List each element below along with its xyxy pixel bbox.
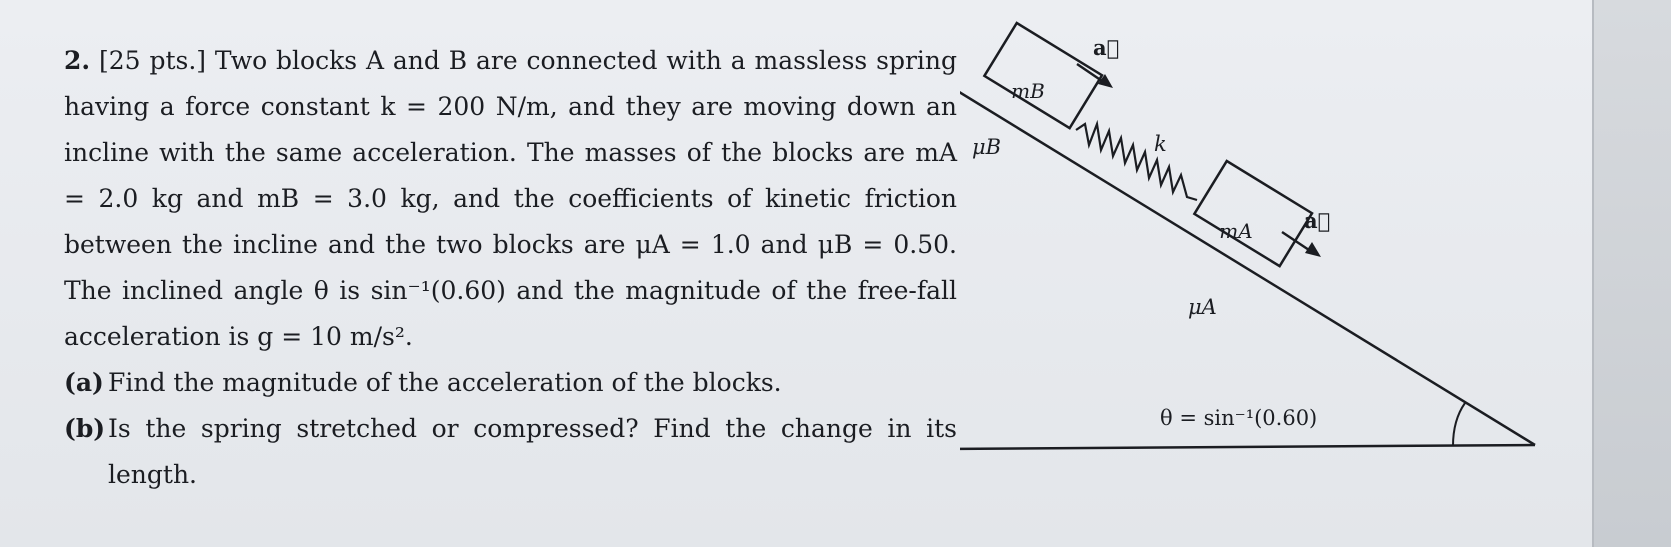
angle-arc	[1453, 403, 1465, 446]
problem-parts	[64, 360, 957, 498]
block-b-label: mB	[1011, 79, 1045, 103]
part-a-text: Find the magnitude of the acceleration of the blocks.	[108, 368, 782, 397]
block-a	[1194, 161, 1312, 266]
part-b-text: Is the spring stretched or compressed? Find the change in its length.	[108, 414, 957, 489]
part-b	[64, 406, 957, 498]
spring	[1076, 124, 1197, 200]
mu-b-label: μB	[972, 135, 1002, 159]
block-b	[984, 23, 1102, 128]
background-edge	[1594, 0, 1671, 547]
part-a	[64, 360, 957, 406]
part-b-label: (b)	[64, 414, 106, 443]
problem-body: Two blocks A and B are connected with a massless spring having a force constant k = 200 N/m, and they are moving down an incline with the same acceleration. The masses of the blocks are mA = 2.0 kg and mB = 3.0 kg, and the coefficients of kinetic friction between the incline and the two blocks are μA = 1.0 and μB = 0.50. The inclined angle θ is sin⁻¹(0.60) and the magnitude of the free-fall acceleration is g = 10 m/s².	[64, 46, 958, 351]
spring-label: k	[1154, 132, 1167, 156]
part-a-label: (a)	[64, 368, 104, 397]
mu-a-label: μA	[1188, 295, 1217, 319]
incline-surface	[960, 68, 1535, 445]
block-a-label: mA	[1219, 219, 1253, 243]
angle-label: θ = sin⁻¹(0.60)	[1160, 406, 1318, 430]
accel-label-top: a⃗	[1093, 35, 1120, 60]
problem-statement	[64, 38, 957, 360]
accel-label-right: a⃗	[1304, 208, 1331, 233]
ground-line	[960, 445, 1535, 449]
problem-number: 2.	[64, 46, 91, 75]
problem-text	[64, 38, 957, 498]
problem-points: [25 pts.]	[99, 46, 207, 75]
incline-diagram	[960, 20, 1580, 460]
